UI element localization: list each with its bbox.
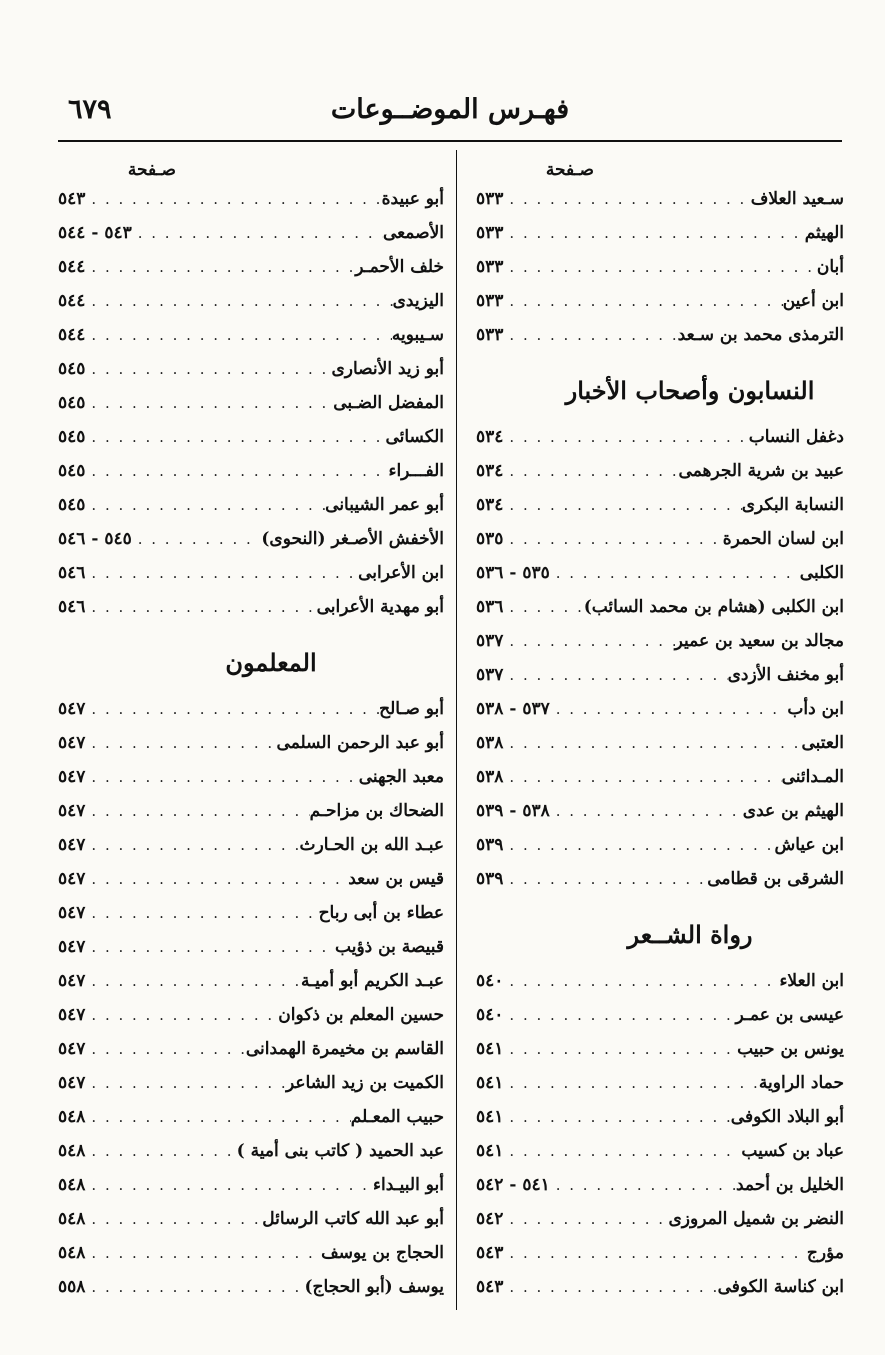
index-entry	[476, 1100, 844, 1134]
dot-leader	[550, 556, 800, 590]
entry-name: أبو البيـداء	[373, 1175, 444, 1195]
dot-leader	[85, 726, 276, 760]
index-entry	[58, 1032, 444, 1066]
dot-leader	[503, 522, 722, 556]
index-entry	[58, 216, 444, 250]
dot-leader	[85, 454, 388, 488]
entry-page-number: ٥٤٥	[58, 359, 86, 379]
entry-page-number: ٥٤٧	[58, 1073, 86, 1093]
entry-name: مؤرج	[806, 1243, 844, 1263]
index-entry	[476, 1032, 844, 1066]
index-entry	[476, 1066, 844, 1100]
entry-name: عيسى بن عمـر	[735, 1005, 844, 1025]
index-entry	[476, 556, 844, 590]
entry-page-number: ٥٤٧	[58, 733, 86, 753]
dot-leader	[503, 1270, 717, 1304]
entry-page-number: ٥٤٧	[58, 1005, 86, 1025]
dot-leader	[132, 216, 383, 250]
dot-leader	[503, 1032, 737, 1066]
entry-name: الهيثم بن عدى	[742, 801, 844, 821]
dot-leader	[550, 1168, 736, 1202]
entry-name: عطاء بن أبى رباح	[318, 903, 444, 923]
index-entry	[476, 998, 844, 1032]
dot-leader	[550, 794, 743, 828]
dot-leader	[85, 1066, 286, 1100]
entry-page-number: ٥٤٣	[58, 189, 86, 209]
entry-name: الأصمعى	[382, 223, 444, 243]
dot-leader	[85, 998, 278, 1032]
entry-page-number: ٥٣٣	[476, 291, 504, 311]
dot-leader	[503, 658, 727, 692]
section-title: المعلمون	[225, 648, 317, 677]
entry-page-number: ٥٤٤	[58, 325, 86, 345]
entry-page-number: ٥٣٣	[476, 257, 504, 277]
index-column-right	[476, 158, 844, 1304]
dot-leader	[503, 590, 583, 624]
entry-page-number: ٥٣٦	[476, 597, 504, 617]
index-entry	[58, 284, 444, 318]
dot-leader	[85, 1032, 245, 1066]
entry-page-number: ٥٤٥	[58, 461, 86, 481]
index-entry	[476, 726, 844, 760]
entry-name: حماد الراوية	[758, 1073, 844, 1093]
entry-page-number: ٥٤٧	[58, 903, 86, 923]
index-entry	[58, 590, 444, 624]
entry-name: الترمذى محمد بن سـعد	[677, 325, 844, 345]
entry-name: مجالد بن سعيد بن عمير	[674, 631, 844, 651]
dot-leader	[503, 1202, 668, 1236]
index-entry	[476, 1134, 844, 1168]
entry-page-number: ٥٤٠	[476, 971, 504, 991]
dot-leader	[503, 726, 801, 760]
entry-page-number: ٥٤٤	[58, 257, 86, 277]
dot-leader	[503, 284, 782, 318]
entry-name: المـدائنى	[781, 767, 844, 787]
dot-leader	[132, 522, 262, 556]
entry-page-number: ٥٣٧ - ٥٣٨	[476, 699, 550, 719]
index-entry	[58, 1236, 444, 1270]
entry-page-number: ٥٤٧	[58, 1039, 86, 1059]
page-header	[58, 92, 842, 134]
entry-name: الضحاك بن مزاحـم	[309, 801, 444, 821]
entry-page-number: ٥٤٨	[58, 1209, 86, 1229]
dot-leader	[503, 964, 779, 998]
dot-leader	[85, 930, 335, 964]
dot-leader	[85, 964, 301, 998]
index-entry	[58, 998, 444, 1032]
dot-leader	[503, 216, 804, 250]
entry-page-number: ٥٤٨	[58, 1243, 86, 1263]
index-entry	[58, 760, 444, 794]
page-title: فهـرس الموضــوعات	[330, 94, 570, 125]
entry-name: الفـــراء	[388, 461, 444, 481]
entry-page-number: ٥٣٣	[476, 189, 504, 209]
index-entry	[58, 386, 444, 420]
dot-leader	[85, 318, 391, 352]
index-entry	[476, 1168, 844, 1202]
index-entry	[58, 692, 444, 726]
entry-page-number: ٥٣٨	[476, 733, 504, 753]
entry-page-number: ٥٣٥	[476, 529, 504, 549]
dot-leader	[85, 284, 392, 318]
entry-page-number: ٥٤٧	[58, 971, 86, 991]
index-column-left	[58, 158, 444, 1304]
dot-leader	[550, 692, 788, 726]
entry-name: أبان	[816, 257, 844, 277]
entry-page-number: ٥٤٨	[58, 1141, 86, 1161]
index-entry	[58, 862, 444, 896]
index-entry	[476, 318, 844, 352]
index-entry	[476, 794, 844, 828]
dot-leader	[85, 488, 325, 522]
dot-leader	[503, 250, 816, 284]
entry-name: ابن العلاء	[779, 971, 844, 991]
dot-leader	[85, 1168, 373, 1202]
index-entry	[476, 216, 844, 250]
entry-name: أبو عبيدة	[381, 189, 444, 209]
entry-name: قيس بن سعد	[348, 869, 444, 889]
entry-page-number: ٥٤٧	[58, 767, 86, 787]
entry-page-number: ٥٣٣	[476, 325, 504, 345]
entry-name: عبد الحميد ( كاتب بنى أمية )	[236, 1141, 444, 1161]
entry-name: أبو زيد الأنصارى	[331, 359, 444, 379]
dot-leader	[503, 760, 781, 794]
entry-page-number: ٥٣٧	[476, 631, 504, 651]
dot-leader	[85, 828, 299, 862]
entry-page-number: ٥٤١	[476, 1073, 504, 1093]
index-entry	[58, 828, 444, 862]
entry-name: اليزيدى	[392, 291, 444, 311]
dot-leader	[503, 318, 677, 352]
entry-page-number: ٥٤١ - ٥٤٢	[476, 1175, 550, 1195]
entry-page-number: ٥٤٣	[476, 1277, 504, 1297]
entry-name: ابن أعين	[782, 291, 844, 311]
index-entry	[476, 488, 844, 522]
dot-leader	[503, 488, 741, 522]
index-entry	[476, 182, 844, 216]
entry-name: يونس بن حبيب	[737, 1039, 844, 1059]
entry-name: حبيب المعـلم	[350, 1107, 444, 1127]
entry-name: النضر بن شميل المروزى	[668, 1209, 844, 1229]
dot-leader	[503, 454, 678, 488]
entry-name: الشرقى بن قطامى	[707, 869, 844, 889]
index-entry	[476, 1270, 844, 1304]
entry-page-number: ٥٤٤	[58, 291, 86, 311]
entry-page-number: ٥٤١	[476, 1141, 504, 1161]
entry-name: عبيد بن شرية الجرهمى	[678, 461, 844, 481]
index-entry	[476, 658, 844, 692]
entry-page-number: ٥٤٨	[58, 1175, 86, 1195]
dot-leader	[503, 182, 750, 216]
index-entry	[58, 1134, 444, 1168]
index-entry	[476, 862, 844, 896]
index-entry	[58, 454, 444, 488]
entry-page-number: ٥٤٥	[58, 427, 86, 447]
dot-leader	[85, 760, 358, 794]
index-entry	[476, 692, 844, 726]
index-entry	[476, 250, 844, 284]
dot-leader	[503, 1100, 730, 1134]
page-number: ٦٧٩	[68, 94, 112, 125]
index-entry	[476, 1202, 844, 1236]
entry-name: خلف الأحمـر	[355, 257, 444, 277]
entry-page-number: ٥٤٣	[476, 1243, 504, 1263]
index-entry	[476, 1236, 844, 1270]
index-entry	[58, 556, 444, 590]
dot-leader	[85, 1100, 350, 1134]
dot-leader	[85, 1202, 262, 1236]
dot-leader	[85, 250, 355, 284]
entry-page-number: ٥٤٣ - ٥٤٤	[58, 223, 132, 243]
index-entry	[476, 454, 844, 488]
entry-name: الهيثم	[804, 223, 844, 243]
entry-page-number: ٥٤٦	[58, 563, 86, 583]
dot-leader	[503, 1066, 759, 1100]
dot-leader	[503, 998, 735, 1032]
entry-page-number: ٥٤٥	[58, 495, 86, 515]
entry-name: عبـد الكريم أبو أميـة	[301, 971, 444, 991]
index-entry	[58, 182, 444, 216]
entry-name: ابن عياش	[774, 835, 844, 855]
entry-name: الأخفش الأصـغر (النحوى)	[261, 529, 444, 549]
dot-leader	[503, 1134, 741, 1168]
entry-page-number: ٥٤٧	[58, 699, 86, 719]
entry-name: القاسم بن مخيمرة الهمدانى	[245, 1039, 444, 1059]
index-entry	[58, 522, 444, 556]
page-column-heading: صـفحة	[545, 160, 594, 180]
index-entry	[58, 488, 444, 522]
entry-page-number: ٥٤١	[476, 1039, 504, 1059]
index-entry	[58, 896, 444, 930]
index-entry	[58, 250, 444, 284]
index-entry	[58, 1066, 444, 1100]
entry-page-number: ٥٣٨	[476, 767, 504, 787]
index-entry	[476, 964, 844, 998]
entry-page-number: ٥٣٩	[476, 869, 504, 889]
entry-page-number: ٥٤٥ - ٥٤٦	[58, 529, 132, 549]
entry-name: أبو عمر الشيبانى	[325, 495, 444, 515]
dot-leader	[85, 862, 348, 896]
index-entry	[58, 726, 444, 760]
index-entry	[58, 1202, 444, 1236]
entry-name: دغفل النساب	[748, 427, 844, 447]
entry-name: سـيبويه	[391, 325, 444, 345]
entry-name: المفضل الضـبى	[333, 393, 444, 413]
index-entry	[58, 1100, 444, 1134]
dot-leader	[85, 692, 379, 726]
entry-name: العتبى	[801, 733, 844, 753]
index-entry	[476, 828, 844, 862]
index-entry	[476, 284, 844, 318]
entry-name: ابن لسان الحمرة	[722, 529, 844, 549]
dot-leader	[85, 1270, 304, 1304]
dot-leader	[85, 386, 333, 420]
entry-name: النسابة البكرى	[741, 495, 844, 515]
entry-name: أبو البلاد الكوفى	[730, 1107, 844, 1127]
entry-name: أبو عبد الرحمن السلمى	[276, 733, 444, 753]
entry-page-number: ٥٣٧	[476, 665, 504, 685]
entry-name: الكميت بن زيد الشاعر	[285, 1073, 444, 1093]
entry-page-number: ٥٣٤	[476, 427, 504, 447]
entry-page-number: ٥٣٩	[476, 835, 504, 855]
header-rule	[58, 140, 842, 142]
entry-name: قبيصة بن ذؤيب	[335, 937, 444, 957]
entry-name: ابن دأب	[787, 699, 844, 719]
dot-leader	[503, 420, 748, 454]
entry-name: الخليل بن أحمد	[735, 1175, 844, 1195]
dot-leader	[85, 420, 385, 454]
dot-leader	[85, 352, 331, 386]
entry-page-number: ٥٤٧	[58, 801, 86, 821]
index-entry	[476, 522, 844, 556]
column-divider	[456, 150, 457, 1310]
entry-page-number: ٥٣٣	[476, 223, 504, 243]
dot-leader	[85, 556, 358, 590]
entry-page-number: ٥٣٥ - ٥٣٦	[476, 563, 550, 583]
index-entry	[476, 760, 844, 794]
index-entry	[58, 1168, 444, 1202]
entry-name: أبو صـالح	[379, 699, 444, 719]
entry-name: سـعيد العلاف	[750, 189, 844, 209]
dot-leader	[85, 896, 318, 930]
entry-name: حسين المعلم بن ذكوان	[278, 1005, 444, 1025]
dot-leader	[85, 590, 316, 624]
index-entry	[58, 318, 444, 352]
dot-leader	[503, 1236, 807, 1270]
entry-name: أبو عبد الله كاتب الرسائل	[262, 1209, 444, 1229]
entry-name: أبو مهدية الأعرابى	[316, 597, 444, 617]
entry-name: عبـد الله بن الحـارث	[299, 835, 444, 855]
index-entry	[58, 352, 444, 386]
index-entry	[58, 1270, 444, 1304]
entry-name: ابن كناسة الكوفى	[717, 1277, 844, 1297]
dot-leader	[503, 862, 707, 896]
entry-page-number: ٥٤٦	[58, 597, 86, 617]
section-title: النسابون وأصحاب الأخبار	[565, 376, 815, 405]
index-entry	[58, 794, 444, 828]
entry-name: الحجاج بن يوسف	[321, 1243, 444, 1263]
entry-page-number: ٥٤٧	[58, 937, 86, 957]
entry-name: أبو مخنف الأزدى	[727, 665, 844, 685]
dot-leader	[503, 624, 674, 658]
entry-page-number: ٥٤٨	[58, 1107, 86, 1127]
entry-name: يوسف (أبو الحجاج)	[304, 1277, 444, 1297]
dot-leader	[503, 828, 774, 862]
entry-name: معبد الجهنى	[358, 767, 444, 787]
section-title: رواة الشــعر	[627, 920, 753, 949]
dot-leader	[85, 182, 381, 216]
dot-leader	[85, 1134, 236, 1168]
entry-page-number: ٥٤٧	[58, 835, 86, 855]
dot-leader	[85, 794, 309, 828]
entry-page-number: ٥٤١	[476, 1107, 504, 1127]
dot-leader	[85, 1236, 321, 1270]
entry-page-number: ٥٣٤	[476, 495, 504, 515]
page-column-heading: صـفحة	[127, 160, 176, 180]
entry-name: عباد بن كسيب	[741, 1141, 844, 1161]
entry-page-number: ٥٤٧	[58, 869, 86, 889]
index-entry	[58, 420, 444, 454]
entry-page-number: ٥٤٠	[476, 1005, 504, 1025]
entry-page-number: ٥٤٥	[58, 393, 86, 413]
index-entry	[476, 590, 844, 624]
entry-name: ابن الأعرابى	[358, 563, 444, 583]
entry-page-number: ٥٣٨ - ٥٣٩	[476, 801, 550, 821]
entry-name: ابن الكلبى (هشام بن محمد السائب)	[583, 597, 844, 617]
entry-name: الكسائى	[385, 427, 444, 447]
entry-page-number: ٥٥٨	[58, 1277, 86, 1297]
index-entry	[476, 624, 844, 658]
entry-page-number: ٥٣٤	[476, 461, 504, 481]
index-entry	[58, 930, 444, 964]
index-entry	[58, 964, 444, 998]
entry-name: الكلبى	[799, 563, 844, 583]
index-entry	[476, 420, 844, 454]
entry-page-number: ٥٤٢	[476, 1209, 504, 1229]
